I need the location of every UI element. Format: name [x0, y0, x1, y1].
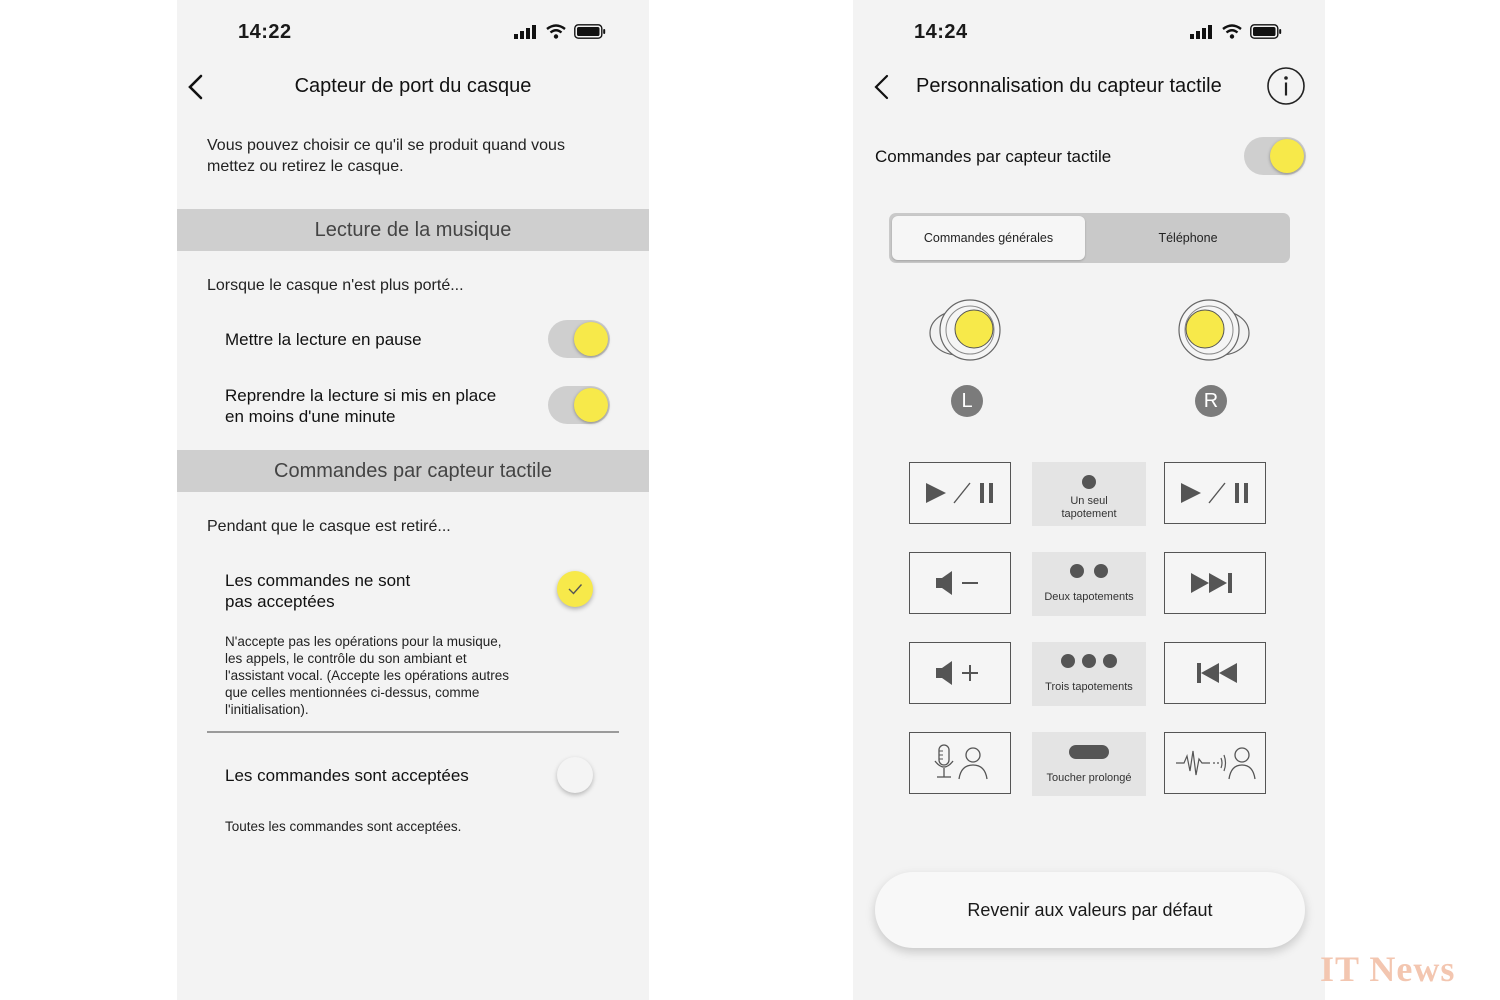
resume-label-line1: Reprendre la lecture si mis en place — [225, 386, 497, 405]
resume-toggle[interactable] — [548, 386, 610, 424]
play-pause-icon — [1175, 478, 1255, 508]
option-accepted[interactable]: Les commandes sont acceptées — [225, 766, 469, 785]
pause-toggle[interactable] — [548, 320, 610, 358]
status-time: 14:22 — [238, 21, 292, 43]
option-not-accepted-line2: pas acceptées — [225, 592, 335, 611]
volume-up-icon — [930, 658, 990, 688]
right-screen — [853, 0, 1325, 1000]
gesture-label: tapotement — [1061, 508, 1117, 520]
touch-controls-label: Commandes par capteur tactile — [875, 147, 1112, 166]
left-long-press-action[interactable] — [909, 732, 1011, 794]
option-not-accepted-radio[interactable] — [557, 571, 593, 607]
while-removed-label: Pendant que le casque est retiré... — [207, 518, 451, 535]
section-header-touch: Commandes par capteur tactile — [177, 450, 649, 492]
signal-icon — [514, 25, 538, 39]
left-screen — [177, 0, 649, 1000]
left-triple-tap-action[interactable] — [909, 642, 1011, 704]
gesture-double-tap — [1032, 552, 1146, 616]
page-title: Personnalisation du capteur tactile — [916, 75, 1222, 97]
right-single-tap-action[interactable] — [1164, 462, 1266, 524]
status-time: 14:24 — [914, 21, 968, 43]
right-earbud-icon — [1171, 298, 1251, 364]
left-single-tap-action[interactable] — [909, 462, 1011, 524]
play-pause-icon — [920, 478, 1000, 508]
gesture-label: Toucher prolongé — [1046, 772, 1132, 784]
status-icons — [1190, 24, 1282, 39]
description-line: les appels, le contrôle du son ambiant et — [225, 651, 467, 666]
description-line: que celles mentionnées ci-dessus, comme — [225, 685, 480, 700]
option-accepted-description: Toutes les commandes sont acceptées. — [225, 819, 462, 834]
gesture-label: Deux tapotements — [1044, 591, 1134, 603]
description-line: l'initialisation). — [225, 702, 309, 717]
voice-assistant-icon — [925, 741, 995, 785]
battery-icon — [1250, 24, 1282, 39]
back-chevron-icon[interactable] — [873, 74, 891, 100]
battery-icon — [574, 24, 606, 39]
next-track-icon — [1185, 568, 1245, 598]
page-title: Capteur de port du casque — [294, 75, 532, 97]
pause-setting-label: Mettre la lecture en pause — [225, 330, 422, 349]
tab-telephone[interactable]: Téléphone — [1158, 231, 1218, 245]
ambient-sound-icon — [1172, 741, 1258, 785]
three-dots-icon — [1060, 653, 1118, 669]
right-long-press-action[interactable] — [1164, 732, 1266, 794]
resume-label-line2: en moins d'une minute — [225, 407, 396, 426]
gesture-long-press — [1032, 732, 1146, 796]
tab-bar — [889, 213, 1290, 263]
when-removed-label: Lorsque le casque n'est plus porté... — [207, 277, 464, 294]
previous-track-icon — [1185, 658, 1245, 688]
toggle-knob — [1270, 139, 1304, 173]
description-line: l'assistant vocal. (Accepte les opérations autres — [225, 668, 509, 683]
option-not-accepted-description — [225, 633, 585, 718]
right-earbud-label: R — [1195, 385, 1227, 417]
section-header-music: Lecture de la musique — [177, 209, 649, 251]
info-icon[interactable] — [1266, 66, 1306, 106]
gesture-triple-tap — [1032, 642, 1146, 706]
touch-controls-toggle[interactable] — [1244, 137, 1306, 175]
left-double-tap-action[interactable] — [909, 552, 1011, 614]
resume-setting-label — [225, 385, 496, 427]
toggle-knob — [574, 388, 608, 422]
gesture-label: Trois tapotements — [1045, 681, 1133, 693]
divider — [207, 731, 619, 733]
intro-text: Vous pouvez choisir ce qu'il se produit quand vous mettez ou retirez le casque. — [207, 137, 565, 175]
watermark: IT News — [1320, 949, 1456, 989]
one-dot-icon — [1081, 474, 1097, 490]
checkmark-icon — [557, 571, 593, 607]
right-double-tap-action[interactable] — [1164, 552, 1266, 614]
gesture-single-tap — [1032, 462, 1146, 526]
wifi-icon — [1222, 24, 1242, 39]
wifi-icon — [546, 24, 566, 39]
option-accepted-radio[interactable] — [557, 757, 593, 793]
left-earbud-icon — [928, 298, 1008, 364]
toggle-knob — [574, 322, 608, 356]
description-line: N'accepte pas les opérations pour la musique, — [225, 634, 502, 649]
reset-defaults-button[interactable]: Revenir aux valeurs par défaut — [875, 872, 1305, 948]
tab-general-controls[interactable]: Commandes générales — [892, 216, 1085, 260]
long-press-icon — [1068, 744, 1110, 760]
two-dots-icon — [1069, 563, 1109, 579]
option-not-accepted[interactable] — [225, 570, 410, 612]
signal-icon — [1190, 25, 1214, 39]
right-triple-tap-action[interactable] — [1164, 642, 1266, 704]
status-icons — [514, 24, 606, 39]
option-not-accepted-line1: Les commandes ne sont — [225, 571, 411, 590]
gesture-label: Un seul — [1070, 495, 1108, 507]
left-earbud-label: L — [951, 385, 983, 417]
volume-down-icon — [930, 568, 990, 598]
